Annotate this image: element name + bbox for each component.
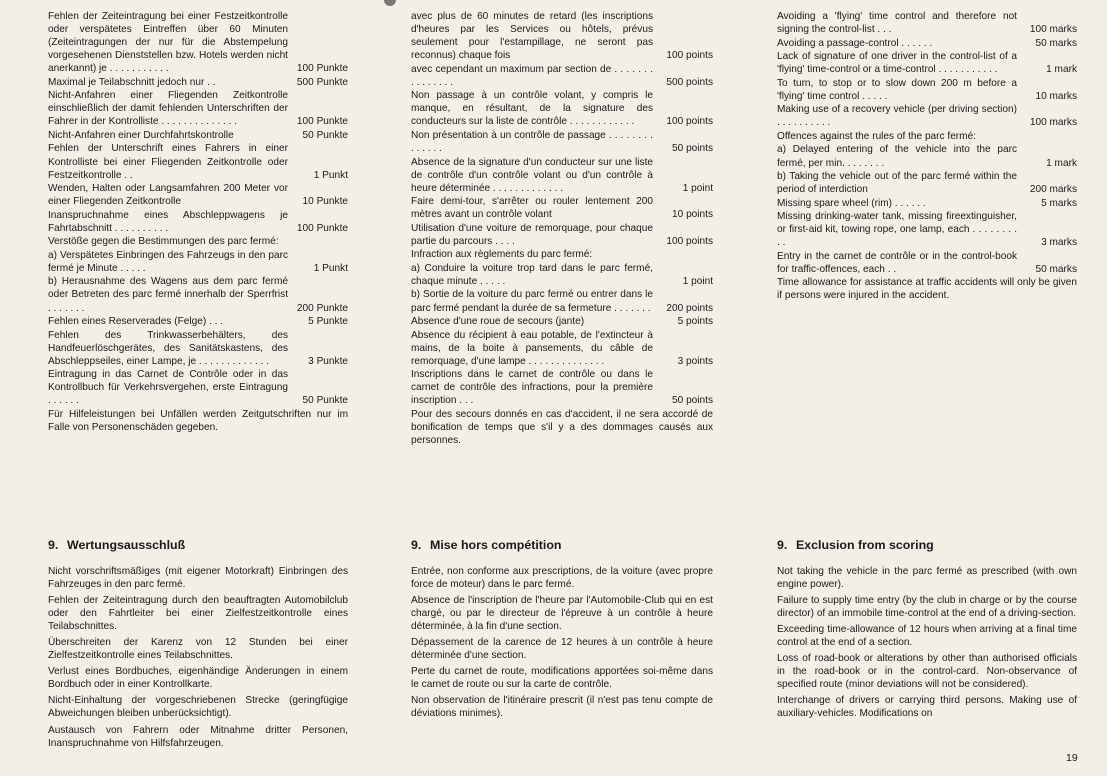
penalty-entry	[411, 368, 713, 407]
penalty-points: 100 marks	[1029, 117, 1077, 129]
penalty-text: Inanspruchnahme eines Abschleppwagens je Fahrtabschnitt . . . . . . . . . .	[48, 209, 288, 234]
penalty-text: To turn, to stop or to slow down 200 m before a 'flying' time control . . . . .	[777, 77, 1017, 102]
penalty-text: Avoiding a 'flying' time control and therefore not signing the control-list . . .	[777, 11, 1017, 36]
penalty-entry	[411, 315, 713, 328]
penalty-entry	[48, 76, 348, 89]
penalty-points: 5 Punkte	[308, 316, 348, 328]
penalty-points: 200 marks	[1029, 184, 1077, 196]
penalty-text: Inscriptions dans le carnet de contrôle ou dans le carnet de contrôle des infractions, pour la première inscription . . .	[411, 369, 653, 407]
penalty-entry	[411, 10, 713, 62]
penalty-points: 500 points	[666, 76, 713, 88]
penalty-points: 50 Punkte	[302, 129, 348, 141]
penalty-entry	[777, 170, 1077, 196]
penalty-entry	[411, 156, 713, 195]
penalty-text: b) Sortie de la voiture du parc fermé ou entrer dans le parc fermé pendant la durée de sa fermeture . . . . . . .	[411, 289, 653, 314]
penalty-points: 100 points	[666, 116, 713, 128]
section-paragraph: Failure to supply time entry (by the club in charge or by the course director) of an immobile time-control at the end of a driving-section.	[777, 595, 1077, 620]
penalty-entry	[48, 329, 348, 368]
penalty-text: Making use of a recovery vehicle (per driving section) . . . . . . . . . .	[777, 104, 1017, 129]
penalty-entry	[411, 222, 713, 248]
penalty-points: 100 points	[666, 50, 713, 62]
penalty-points: 5 points	[677, 316, 713, 328]
penalty-points: 5 marks	[1041, 197, 1077, 209]
penalty-text: Wenden, Halten oder Langsamfahren 200 Meter vor einer Fliegenden Zeitkontrolle	[48, 183, 288, 208]
penalty-points: 100 Punkte	[296, 222, 348, 234]
section-number: 9.	[48, 538, 59, 552]
penalty-text: Nicht-Anfahren einer Durchfahrtskontrolle	[48, 129, 234, 141]
english-section-9	[777, 538, 1077, 724]
section-paragraph: Non observation de l'itinéraire prescrit (il n'est pas tenu compte de déviations minimes).	[411, 695, 713, 720]
penalty-text: Fehlen eines Reserverades (Felge) . . .	[48, 316, 224, 328]
penalty-points: 1 mark	[1046, 64, 1077, 76]
penalty-points: 100 Punkte	[296, 63, 348, 75]
section-paragraph: Perte du carnet de route, modifications apportées soi-même dans le carnet de route ou sur la carte de contrôle.	[411, 666, 713, 691]
penalty-points: 200 points	[666, 302, 713, 314]
penalty-points: 1 point	[682, 182, 713, 194]
penalty-text: Absence d'une roue de secours (jante)	[411, 316, 585, 328]
binding-mark	[384, 0, 396, 6]
page-number: 19	[1066, 752, 1078, 764]
penalty-entry	[777, 77, 1077, 103]
penalty-points: 50 marks	[1035, 37, 1077, 49]
german-penalty-list	[48, 10, 348, 435]
penalty-text: Infraction aux règlements du parc fermé:	[411, 249, 593, 261]
penalty-text: Lack of signature of one driver in the control-list of a 'flying' time-control or a time-control . . . . . . . . . . .	[777, 51, 1017, 76]
penalty-points: 50 points	[672, 142, 713, 154]
penalty-text: Non passage à un contrôle volant, y compris le manque, en résultant, de la signature des conducteurs sur la liste de contrôle . . . . . . . . . . . .	[411, 90, 653, 128]
penalty-entry	[411, 329, 713, 368]
penalty-points: 100 points	[666, 235, 713, 247]
section-paragraph: Absence de l'inscription de l'heure par l'Automobile-Club qui en est chargé, ou par le directeur de l'épreuve à un contrôle à heure déterminée, à la fin d'une section.	[411, 595, 713, 633]
penalty-points: 10 marks	[1035, 90, 1077, 102]
penalty-text: Nicht-Anfahren einer Fliegenden Zeitkontrolle einschließlich der damit fehlenden Unterschriften der Fahrer in der Kontrolliste . . . . . . . . . . . . . .	[48, 90, 288, 128]
penalty-entry	[48, 142, 348, 181]
penalty-entry	[48, 89, 348, 128]
penalty-entry	[411, 288, 713, 314]
penalty-entry	[777, 50, 1077, 76]
penalty-points: 1 point	[682, 275, 713, 287]
penalty-points: 100 Punkte	[296, 116, 348, 128]
penalty-points: 50 points	[672, 395, 713, 407]
penalty-entry	[411, 63, 713, 89]
penalty-points: 3 Punkte	[308, 355, 348, 367]
penalty-entry	[48, 129, 348, 142]
french-section-9	[411, 538, 713, 724]
penalty-entry	[48, 182, 348, 208]
penalty-text: a) Conduire la voiture trop tard dans le parc fermé, chaque minute . . . . .	[411, 262, 653, 287]
section-paragraph: Nicht vorschriftsmäßiges (mit eigener Motorkraft) Einbringen des Fahrzeuges in den parc fermé.	[48, 566, 348, 591]
section-number: 9.	[411, 538, 422, 552]
section-paragraph: Interchange of drivers or carrying third persons. Making use of auxiliary-vehicles. Modifications on	[777, 695, 1077, 720]
section-paragraph: Dépassement de la carence de 12 heures à un contrôle à heure déterminée d'une section.	[411, 637, 713, 662]
penalty-points: 200 Punkte	[296, 302, 348, 314]
penalty-entry	[48, 408, 348, 434]
penalty-text: avec plus de 60 minutes de retard (les inscriptions d'heures par les Services ou hôtels, prévus seulement pour l'estampillage, ne seront pas reconnus) chaque fois	[411, 11, 653, 62]
penalty-entry	[777, 143, 1077, 169]
penalty-entry	[777, 37, 1077, 50]
penalty-entry	[411, 408, 713, 447]
section-paragraph: Loss of road-book or alterations by other than authorised officials in the road-book or in the control-card. Non-observance of specified route (minor deviations will not be considered).	[777, 653, 1077, 691]
penalty-text: Fehlen des Trinkwasserbehälters, des Handfeuerlöschgerätes, des Sanitätskastens, des Abschleppseiles, einer Lampe, je . . . . . . . . . . . . .	[48, 329, 288, 367]
penalty-points: 3 marks	[1041, 237, 1077, 249]
french-penalty-list	[411, 10, 713, 448]
penalty-entry	[48, 249, 348, 275]
penalty-text: Verstöße gegen die Bestimmungen des parc fermé:	[48, 236, 279, 248]
penalty-points: 10 points	[672, 209, 713, 221]
penalty-text: Fehlen der Unterschrift eines Fahrers in einer Kontrolliste bei einer Fliegenden Zeitkontrolle oder Festzeitkontrolle . .	[48, 143, 288, 181]
section-paragraph: Exceeding time-allowance of 12 hours when arriving at a final time control at the end of a section.	[777, 624, 1077, 649]
penalty-entry	[411, 248, 713, 261]
penalty-points: 500 Punkte	[296, 76, 348, 88]
section-paragraph: Not taking the vehicle in the parc fermé as prescribed (with own engine power).	[777, 566, 1077, 591]
penalty-text: Eintragung in das Carnet de Contrôle oder in das Kontrollbuch für Verkehrsvergehen, erste Eintragung . . . . . .	[48, 369, 288, 407]
penalty-text: Pour des secours donnés en cas d'accident, il ne sera accordé de bonification de temps que s'il y a des dommages causés aux personnes.	[411, 408, 713, 446]
penalty-entry	[411, 195, 713, 221]
section-paragraph: Überschreiten der Karenz von 12 Stunden bei einer Zielfestzeitkontrolle eines Teilabschnittes.	[48, 637, 348, 662]
penalty-text: avec cependant un maximum par section de . . . . . . . . . . . . . . .	[411, 63, 653, 88]
penalty-entry	[777, 10, 1077, 36]
penalty-text: Missing spare wheel (rim) . . . . . .	[777, 197, 926, 209]
penalty-text: Für Hilfeleistungen bei Unfällen werden Zeitgutschriften nur im Falle von Personenschäden gegeben.	[48, 408, 348, 433]
penalty-text: Absence de la signature d'un conducteur sur une liste de contrôle d'un contrôle volant ou d'un contrôle à heure déterminée . . . . . . . . . . . . .	[411, 156, 653, 194]
section-heading	[777, 538, 1077, 553]
penalty-text: b) Taking the vehicle out of the parc fermé within the period of interdiction	[777, 171, 1017, 196]
german-section-9	[48, 538, 348, 753]
penalty-entry	[411, 89, 713, 128]
penalty-points: 1 Punkt	[313, 169, 348, 181]
penalty-entry	[777, 276, 1077, 302]
penalty-text: Absence du récipient à eau potable, de l'extincteur à mains, de la boite à pansements, du câble de remorquage, d'une lampe . . . . . . . . . . . . . .	[411, 329, 653, 367]
penalty-points: 100 marks	[1029, 24, 1077, 36]
section-paragraph: Verlust eines Bordbuches, eigenhändige Änderungen in einem Bordbuch oder in einer Kontrollkarte.	[48, 666, 348, 691]
penalty-text: a) Verspätetes Einbringen des Fahrzeugs in den parc fermé je Minute . . . . .	[48, 249, 288, 274]
penalty-entry	[411, 262, 713, 288]
penalty-entry	[777, 130, 1077, 143]
penalty-entry	[48, 275, 348, 314]
section-paragraph: Entrée, non conforme aux prescriptions, de la voiture (avec propre force de moteur) dans le parc fermé.	[411, 566, 713, 591]
penalty-text: Time allowance for assistance at traffic accidents will only be given if persons were injured in the accident.	[777, 277, 1077, 302]
section-heading	[48, 538, 348, 553]
penalty-text: Missing drinking-water tank, missing fireextinguisher, or first-aid kit, towing rope, one lamp, each . . . . . . . . . .	[777, 211, 1017, 249]
penalty-text: Maximal je Teilabschnitt jedoch nur . .	[48, 76, 216, 88]
section-paragraph: Fehlen der Zeiteintragung durch den beauftragten Automobilclub oder den Fahrtleiter bei einer Zielfestzeitkontrolle eines Teilabschnittes.	[48, 595, 348, 633]
penalty-text: Fehlen der Zeiteintragung bei einer Festzeitkontrolle oder verspätetes Eintreffen über 60 Minuten (Zeiteintragungen der nur für die Abstempelung vorgesehenen Dienststellen bzw. Hotels werden nicht anerkannt) je . . . . . . . . . . .	[48, 11, 288, 75]
section-title: Exclusion from scoring	[796, 538, 934, 552]
penalty-entry	[48, 368, 348, 407]
penalty-points: 3 points	[677, 355, 713, 367]
penalty-text: Non présentation à un contrôle de passage . . . . . . . . . . . . . .	[411, 129, 653, 154]
penalty-points: 50 marks	[1035, 263, 1077, 275]
penalty-points: 1 Punkt	[313, 262, 348, 274]
section-paragraph: Austausch von Fahrern oder Mitnahme dritter Personen, Inanspruchnahme von Hilfsfahrzeugen.	[48, 724, 348, 749]
english-penalty-list	[777, 10, 1077, 303]
penalty-text: a) Delayed entering of the vehicle into the parc fermé, per min. . . . . . . .	[777, 144, 1017, 169]
penalty-points: 1 mark	[1046, 157, 1077, 169]
section-title: Wertungsausschluß	[67, 538, 186, 552]
penalty-entry	[777, 103, 1077, 129]
penalty-entry	[777, 250, 1077, 276]
penalty-points: 10 Punkte	[302, 196, 348, 208]
penalty-text: Offences against the rules of the parc fermé:	[777, 130, 976, 142]
penalty-entry	[48, 235, 348, 248]
penalty-text: Faire demi-tour, s'arrêter ou rouler lentement 200 mètres avant un contrôle volant	[411, 196, 653, 221]
penalty-entry	[777, 197, 1077, 210]
penalty-entry	[411, 129, 713, 155]
penalty-entry	[48, 315, 348, 328]
penalty-points: 50 Punkte	[302, 395, 348, 407]
penalty-text: Utilisation d'une voiture de remorquage, pour chaque partie du parcours . . . .	[411, 222, 653, 247]
section-number: 9.	[777, 538, 788, 552]
section-paragraph: Nicht-Einhaltung der vorgeschriebenen Strecke (geringfügige Abweichungen bleiben unberücksichtigt).	[48, 695, 348, 720]
section-heading	[411, 538, 713, 553]
penalty-text: b) Herausnahme des Wagens aus dem parc fermé oder Betreten des parc fermé innerhalb der Sperrfrist . . . . . . .	[48, 276, 288, 314]
penalty-entry	[777, 210, 1077, 249]
penalty-entry	[48, 10, 348, 75]
section-title: Mise hors compétition	[430, 538, 562, 552]
penalty-text: Entry in the carnet de contrôle or in the control-book for traffic-offences, each . .	[777, 250, 1017, 275]
penalty-text: Avoiding a passage-control . . . . . .	[777, 37, 933, 49]
penalty-entry	[48, 209, 348, 235]
